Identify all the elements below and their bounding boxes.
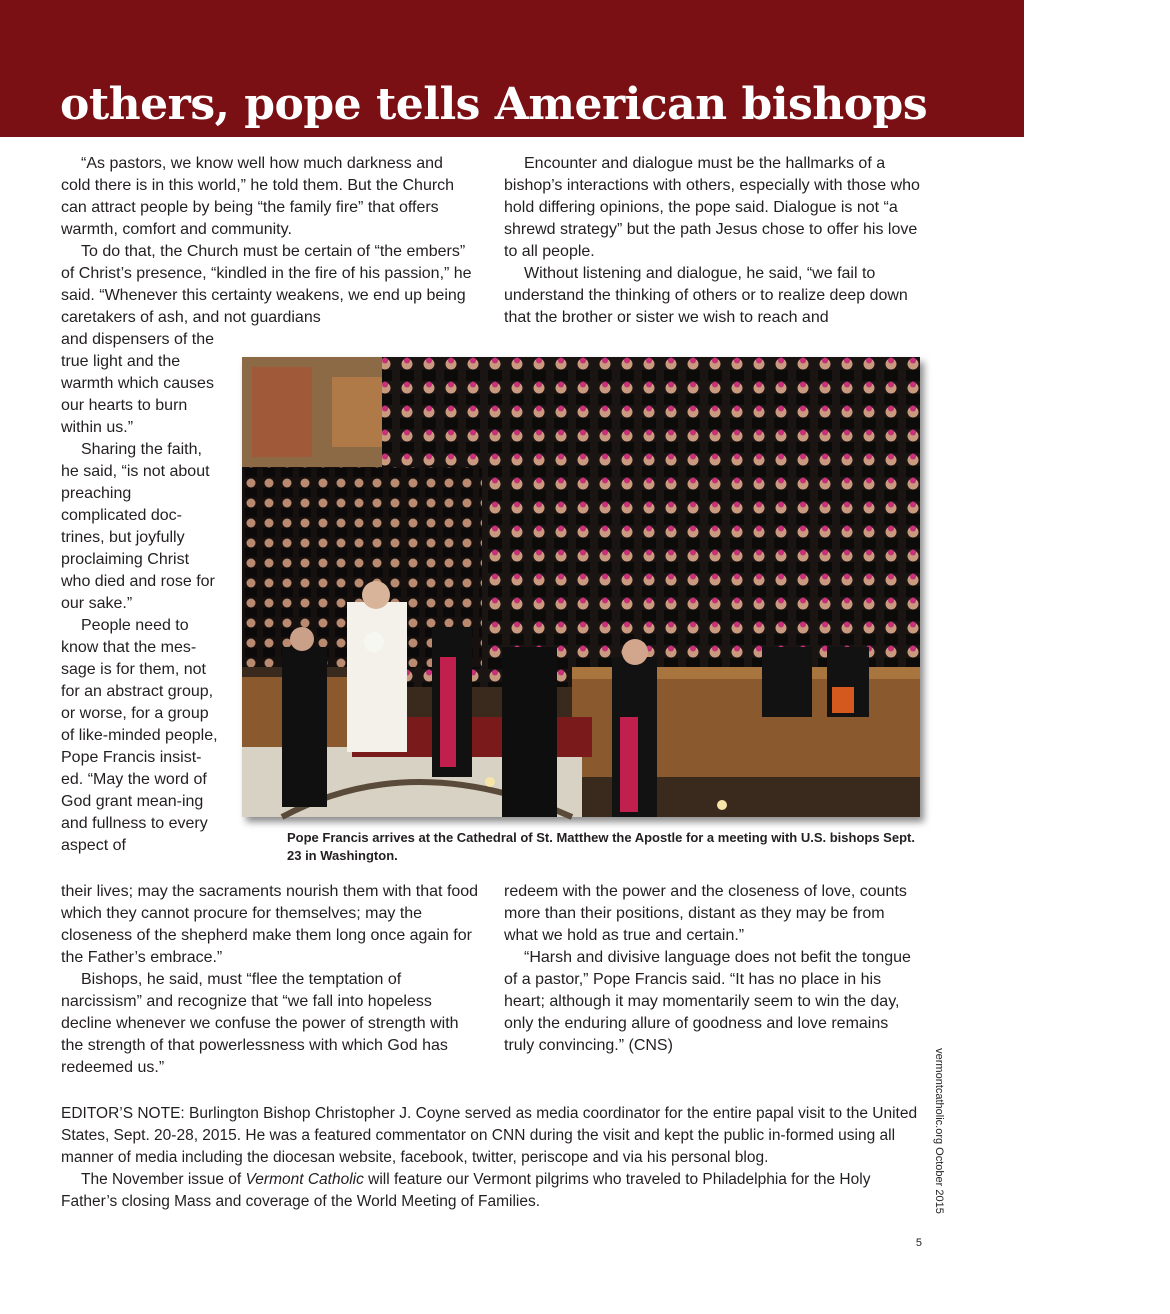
article-paragraph: Sharing the faith, he said, “is not about preaching complicated doc-trines, but joyfully proclaiming Christ who died and rose for our sake.” (61, 441, 215, 612)
article-paragraph: Without listening and dialogue, he said, “we fail to understand the thinking of others or to realize deep down that the brother or sister we wish to reach and (504, 265, 908, 326)
photo-caption: Pope Francis arrives at the Cathedral of St. Matthew the Apostle for a meeting with U.S. bishops Sept. 23 in Washington. (287, 830, 915, 863)
editors-note-text: The November issue of (81, 1171, 246, 1188)
editors-note-text: will feature our Vermont pilgrims who traveled to Philadelphia for the Holy Father’s closing Mass and coverage of the World Meeting of Families. (61, 1171, 871, 1210)
side-footer (932, 1036, 946, 1226)
page-number: 5 (915, 1237, 922, 1249)
article-paragraph: redeem with the power and the closeness of love, counts more than their positions, distant as they may be from what we hold as true and certain.” (504, 883, 907, 944)
article-paragraph: “Harsh and divisive language does not befit the tongue of a pastor,” Pope Francis said. “It has no place in his heart; although it may momentarily seem to win the day, only the enduring allure of goodness and love remains truly convincing.” (CNS) (504, 949, 911, 1054)
editors-note-2 (61, 1169, 921, 1213)
editors-note: EDITOR’S NOTE: Burlington Bishop Christopher J. Coyne served as media coordinator for the entire papal visit to the United States, Sept. 20-28, 2015. He was a featured commentator on CNN during the visit and kept the public in-formed using all manner of media including the diocesan website, facebook, twitter, periscope and via his personal blog. (61, 1105, 918, 1166)
cathedral-photo-illustration (242, 357, 920, 817)
article-paragraph: Bishops, he said, must “flee the temptation of narcissism” and recognize that “we fall into hopeless decline whenever we confuse the power of strength with the strength of that powerlessness with which God has redeemed us.” (61, 971, 459, 1076)
headline: others, pope tells American bishops (60, 79, 928, 130)
article-paragraph: their lives; may the sacraments nourish them with that food which they cannot procure for themselves; may the closeness of the shepherd make them long once again for the Father’s embrace.” (61, 883, 479, 966)
publication-name: Vermont Catholic (245, 1171, 364, 1188)
article-paragraph: People need to know that the mes-sage is for them, not for an abstract group, or worse, for a group of like-minded people, Pope Francis insist-ed. “May the word of God grant mean-ing and fullness to every aspect of (61, 617, 218, 854)
photo-credit: (CNS photo/Jonathan Newton, pool) (1157, 865, 1169, 1043)
article-paragraph: Encounter and dialogue must be the hallmarks of a bishop’s interactions with others, especially with those who hold differing opinions, the pope said. Dialogue is not “a shrewd strategy” but the path Jesus chose to offer his love to all people. (504, 155, 920, 260)
site-and-date: vermontcatholic.org October 2015 (933, 1048, 945, 1214)
article-paragraph: To do that, the Church must be certain of “the embers” of Christ’s presence, “kindled in the fire of his passion,” he said. “Whenever this certainty weakens, we end up being caretakers of ash, and not guardians (61, 243, 472, 326)
article-paragraph: and dispensers of the true light and the warmth which causes our hearts to burn within us.” (61, 331, 214, 436)
article-paragraph: “As pastors, we know well how much darkness and cold there is in this world,” he told them. But the Church can attract people by being “the family fire” that offers warmth, comfort and community. (61, 155, 455, 238)
